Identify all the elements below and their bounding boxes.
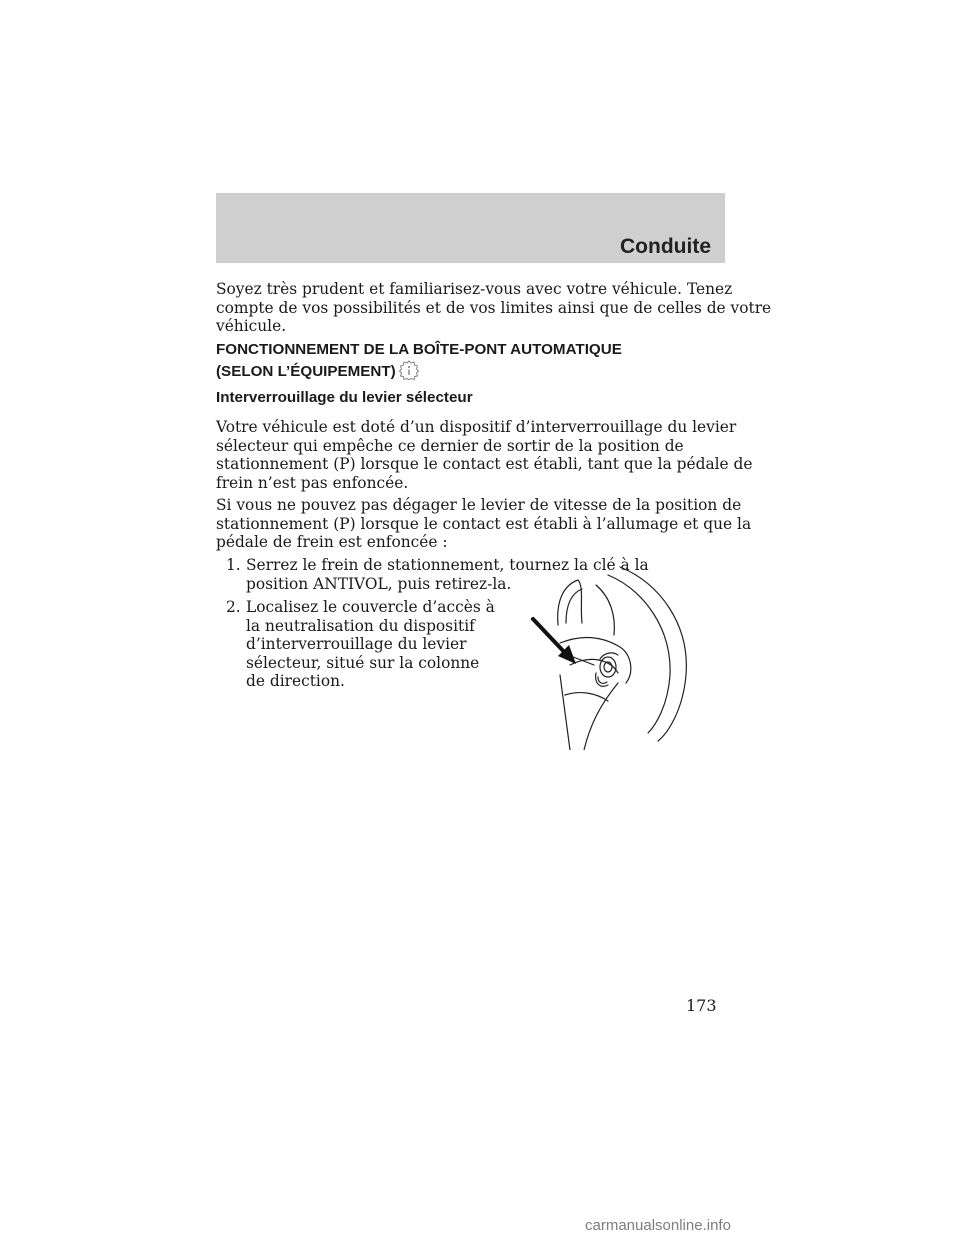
step-number: 1. bbox=[226, 556, 241, 574]
intro-paragraph: Soyez très prudent et familiarisez-vous avec votre véhicule. Tenez compte de vos possibilités et de vos limites ainsi que de celles de votre véhicule. bbox=[216, 280, 772, 336]
step-2 bbox=[226, 598, 495, 691]
steering-column-illustration bbox=[500, 555, 720, 754]
section-title: Conduite bbox=[620, 235, 711, 258]
header-band bbox=[216, 193, 725, 263]
page-number: 173 bbox=[686, 996, 717, 1015]
step-number: 2. bbox=[226, 598, 241, 616]
paragraph-2: Si vous ne pouvez pas dégager le levier de vitesse de la position de stationnement (P) lorsque le contact est établi à l’allumage et que la pédale de frein est enfoncée : bbox=[216, 496, 752, 552]
watermark: carmanualsonline.info bbox=[585, 1217, 731, 1234]
paragraph-1: Votre véhicule est doté d’un dispositif d’interverrouillage du levier sélecteur qui empêche ce dernier de sortir de la position de stationnement (P) lorsque le contact est établi, tant que la pédale de frein n’est pas enfoncée. bbox=[216, 418, 753, 492]
main-heading: FONCTIONNEMENT DE LA BOÎTE-PONT AUTOMATIQUE (SELON L’ÉQUIPEMENT) bbox=[216, 341, 622, 385]
subheading: Interverrouillage du levier sélecteur bbox=[216, 389, 473, 406]
info-icon bbox=[398, 360, 420, 386]
step-text: Serrez le frein de stationnement, tournez la clé à la position ANTIVOL, puis retirez-la. bbox=[246, 556, 649, 593]
step-text: Localisez le couvercle d’accès à la neutralisation du dispositif d’interverrouillage du levier sélecteur, situé sur la colonne de direction. bbox=[246, 598, 495, 691]
